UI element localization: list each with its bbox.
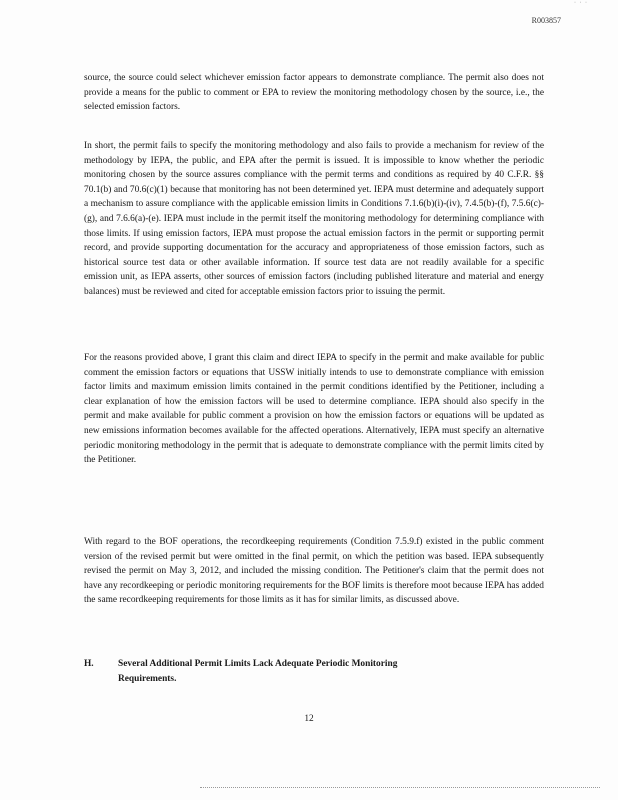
body-paragraph-4: With regard to the BOF operations, the recordkeeping requirements (Condition 7.5.9.f) existed in the public comment version of the revised permit but were omitted in the final permit, on which the petition was based. IEPA subsequently revised the permit on May 3, 2012, and included the missing condition. The Petitioner's claim that the permit does not have any recordkeeping or periodic monitoring requirements for the BOF limits is therefore moot because IEPA has added the same recordkeeping requirements for those limits as it has for similar limits, as discussed above. bbox=[84, 537, 544, 606]
document-id: R003857 bbox=[531, 16, 561, 25]
section-number: H. bbox=[84, 659, 94, 669]
body-paragraph-1: source, the source could select whichever emission factor appears to demonstrate compliance. The permit also does not provide a means for the public to comment or EPA to review the monitoring methodology chosen by the source, i.e., the selected emission factors. bbox=[84, 73, 544, 113]
scan-edge-strip bbox=[200, 787, 600, 789]
section-title: Several Additional Permit Limits Lack Adequate Periodic Monitoring Requirements. bbox=[118, 659, 398, 684]
section-heading bbox=[84, 657, 544, 686]
page-number: 12 bbox=[304, 714, 314, 724]
corner-mark: · · · bbox=[574, 0, 588, 6]
body-paragraph-2: In short, the permit fails to specify the monitoring methodology and also fails to provide a mechanism for review of the methodology by IEPA, the public, and EPA after the permit is issued. It is impossible to know whether the periodic monitoring chosen by the source assures compliance with the permit terms and conditions as required by 40 C.F.R. §§ 70.1(b) and 70.6(c)(1) because that monitoring has not been determined yet. IEPA must determine and adequately support a mechanism to assure compliance with the applicable emission limits in Conditions 7.1.6(b)(i)-(iv), 7.4.5(b)-(f), 7.5.6(c)-(g), and 7.6.6(a)-(e). IEPA must include in the permit itself the monitoring methodology for determining compliance with those limits. If using emission factors, IEPA must propose the actual emission factors in the permit or supporting permit record, and provide supporting documentation for the accuracy and appropriateness of those emission factors, such as historical source test data or other available information. If source test data are not readily available for a specific emission unit, as IEPA asserts, other sources of emission factors (including published literature and material and energy balances) must be reviewed and cited for acceptable emission factors prior to issuing the permit. bbox=[84, 141, 544, 297]
body-paragraph-3: For the reasons provided above, I grant this claim and direct IEPA to specify in the permit and make available for public comment the emission factors or equations that USSW initially intends to use to demonstrate compliance with emission factor limits and maximum emission limits contained in the permit conditions identified by the Petitioner, including a clear explanation of how the emission factors will be used to determine compliance. IEPA should also specify in the permit and make available for public comment a provision on how the emission factors or equations will be updated as new emissions information becomes available for the affected operations. Alternatively, IEPA must specify an alternative periodic monitoring methodology in the permit that is adequate to demonstrate compliance with the permit limits cited by the Petitioner. bbox=[84, 353, 544, 466]
